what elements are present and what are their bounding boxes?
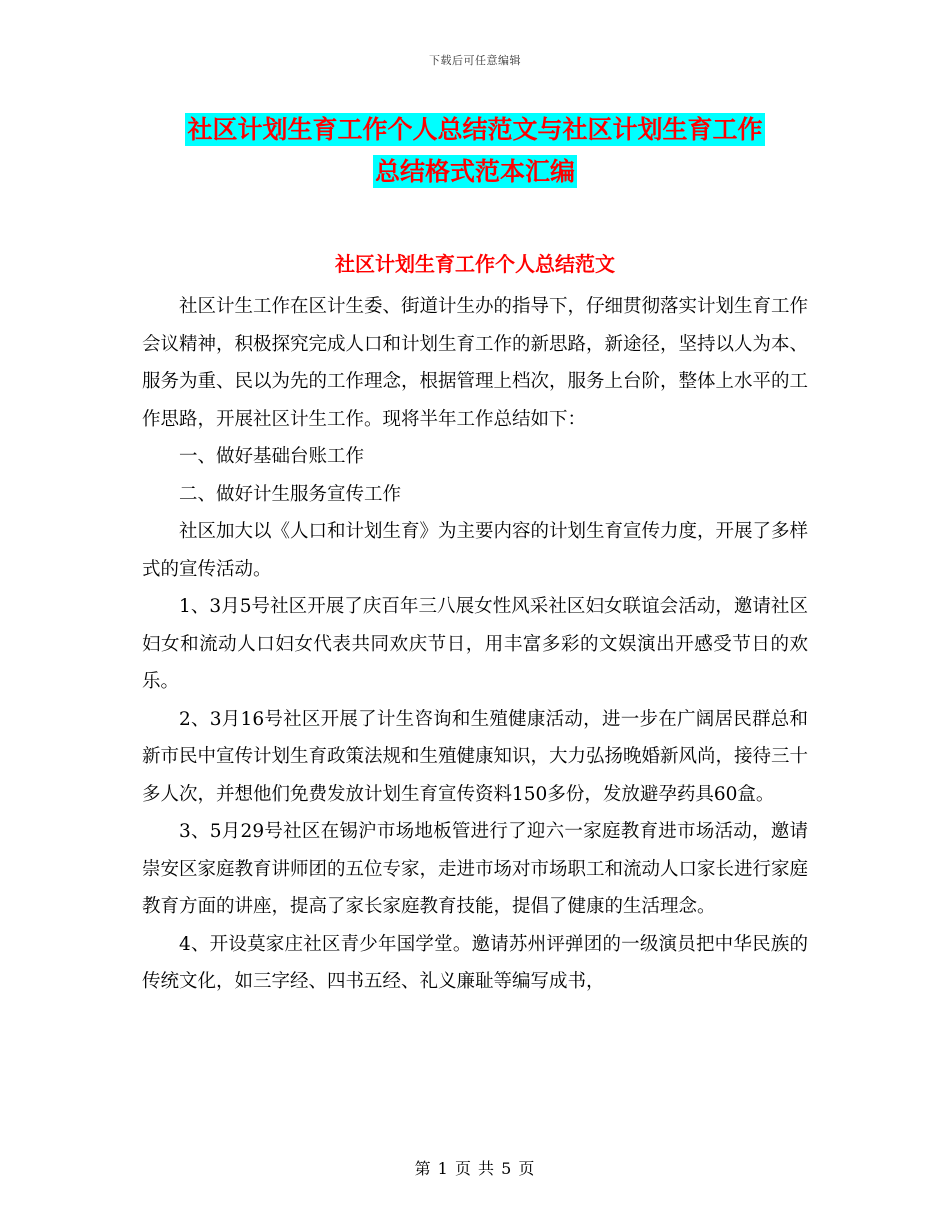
document-title-line-2: 总结格式范本汇编 (374, 157, 575, 186)
document-title (0, 110, 950, 192)
paragraph: 3、5月29号社区在锡沪市场地板管进行了迎六一家庭教育进市场活动，邀请崇安区家庭教育讲师团的五位专家，走进市场对市场职工和流动人口家长进行家庭教育方面的讲座，提高了家长家庭教育技能，提倡了健康的生活理念。 (142, 821, 809, 917)
paragraph: 1、3月5号社区开展了庆百年三八展女性风采社区妇女联谊会活动，邀请社区妇女和流动人口妇女代表共同欢庆节日，用丰富多彩的文娱演出开感受节日的欢乐。 (142, 596, 808, 692)
paragraph: 2、3月16号社区开展了计生咨询和生殖健康活动，进一步在广阔居民群总和新市民中宣传计划生育政策法规和生殖健康知识，大力弘扬晚婚新风尚，接待三十多人次，并想他们免费发放计划生育宣传资料150多份，发放避孕药具60盒。 (142, 708, 809, 805)
document-title-line-1: 社区计划生育工作个人总结范文与社区计划生育工作 (187, 115, 763, 144)
section-title: 社区计划生育工作个人总结范文 (335, 252, 615, 276)
paragraph: 4、开设莫家庄社区青少年国学堂。邀请苏州评弹团的一级演员把中华民族的传统文化，如三字经、四书五经、礼义廉耻等编写成书， (142, 933, 808, 992)
document-body (142, 288, 808, 1001)
paragraph: 社区计生工作在区计生委、街道计生办的指导下，仔细贯彻落实计划生育工作会议精神，积极探究完成人口和计划生育工作的新思路，新途径，坚持以人为本、服务为重、民以为先的工作理念，根据管理上档次，服务上台阶，整体上水平的工作思路，开展社区计生工作。现将半年工作总结如下： (142, 296, 809, 430)
paragraph: 一、做好基础台账工作 (179, 446, 365, 467)
page-header-note: 下载后可任意编辑 (429, 54, 521, 67)
paragraph: 二、做好计生服务宣传工作 (179, 483, 402, 505)
paragraph: 社区加大以《人口和计划生育》为主要内容的计划生育宣传力度，开展了多样式的宣传活动。 (142, 521, 809, 580)
page-number-footer: 第 1 页 共 5 页 (414, 1159, 536, 1178)
